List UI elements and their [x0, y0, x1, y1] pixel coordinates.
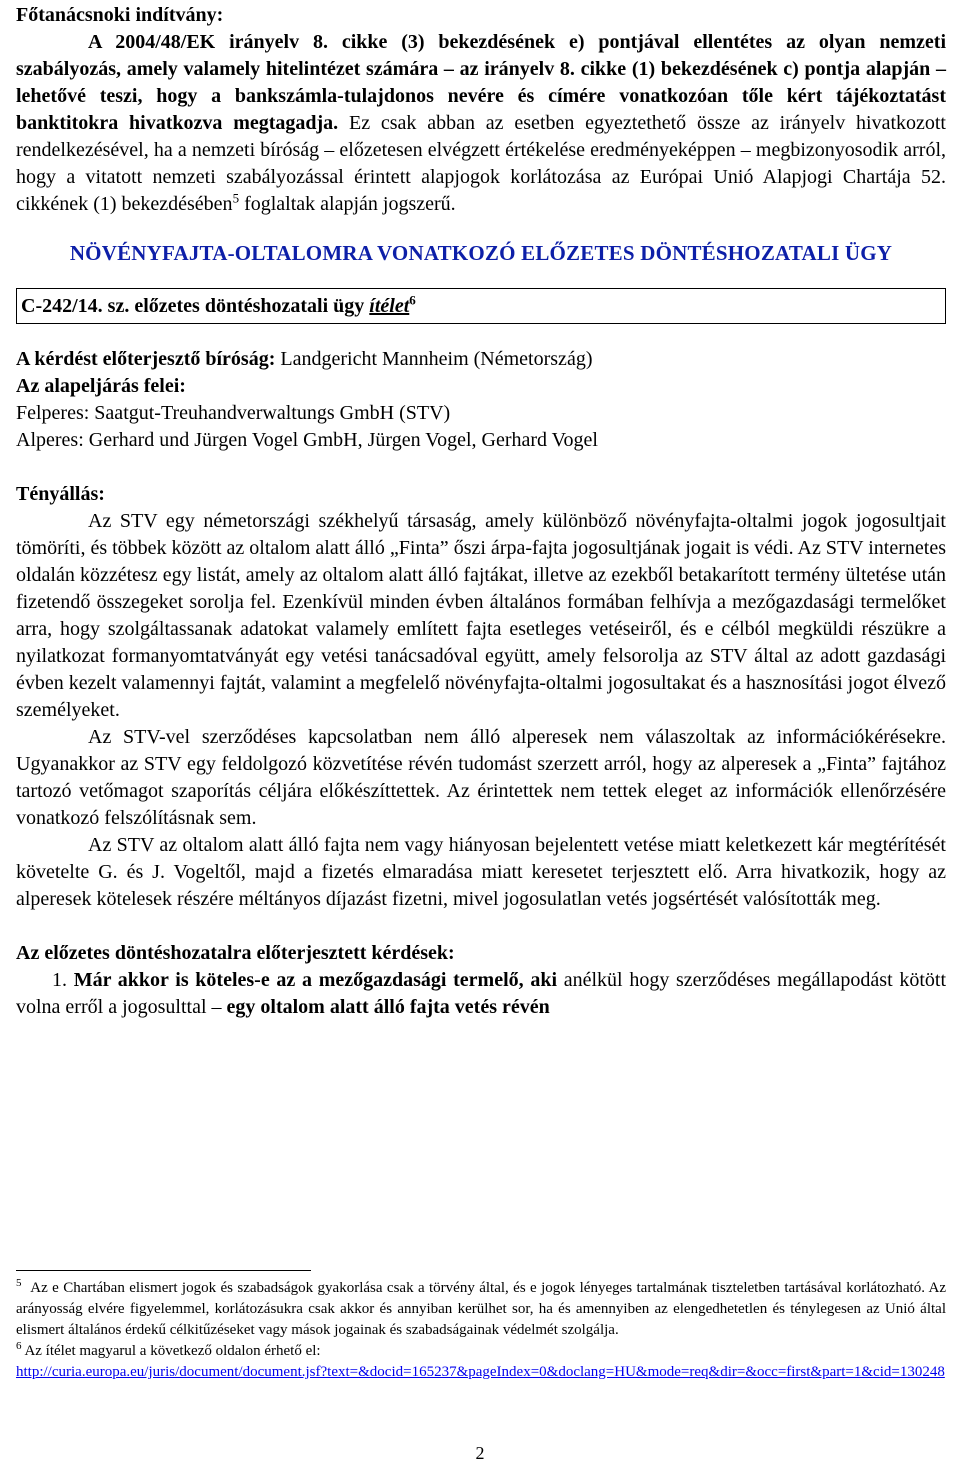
- footnote-ref-6[interactable]: 6: [409, 292, 416, 308]
- advocate-general-label: Főtanácsnoki indítvány:: [16, 4, 224, 26]
- section-title: NÖVÉNYFAJTA-OLTALOMRA VONATKOZÓ ELŐZETES DÖNTÉSHOZATALI ÜGY: [69, 241, 893, 265]
- footnote-6-text: Az ítélet magyarul a következő oldalon érhető el:: [24, 1343, 321, 1359]
- footnote-5: [16, 1278, 946, 1341]
- question-1-bold-start: Már akkor is köteles-e az a mezőgazdasági termelő, aki: [73, 969, 558, 991]
- facts-paragraph-1: Az STV egy németországi székhelyű társaság, amely különböző növényfajta-oltalmi jogok jogosultjait tömöríti, és többek között az oltalom alatt álló „Finta” őszi árpa-fajta jogosultjának jogait is védi. Az STV internetes oldalán közzétesz egy listát, amely az oltalom alatt álló fajtákat, illetve az ezekből betakarított termény ültetése után fizetendő összegeket sorolja fel. Ezenkívül minden évben általános formában felhívja a mezőgazdasági termelőket arra, hogy szolgáltassanak adatokat valamely említett fajta esetleges vetéseiről, és e célból megküldi részükre a nyilatkozat formanyomtatványát egy vetési tanácsadóval együtt, amely felsorolja az STV által az adott gazdasági évben kezelt valamennyi fajtát, valamint a megfelelő növényfajta-oltalmi jogosultakat és a hasznosítási jogot élvező személyeket.: [16, 510, 946, 721]
- question-1-plain: anélkül hogy szerződéses megállapodást kötött volna erről a jogosulttal –: [16, 969, 947, 1018]
- question-1: [16, 967, 946, 1021]
- page-number: 2: [475, 1443, 485, 1463]
- facts-label: Tényállás:: [16, 483, 105, 505]
- footnotes: [16, 1278, 946, 1383]
- document-page: [16, 0, 946, 1021]
- facts-paragraph-3: Az STV az oltalom alatt álló fajta nem vagy hiányosan bejelentett vetése miatt keletkezett kár megtérítését követelte G. és J. Vogeltől, majd a fizetés elmaradása miatt keresetet terjesztett elő. Arra hivatkozik, hogy az alperesek kötelesek részére méltányos díjazást fizetni, mivel jogosulatlan vetés jogsértését valósították meg.: [16, 834, 946, 910]
- referring-court-label: A kérdést előterjesztő bíróság:: [16, 348, 276, 370]
- facts-paragraph-2: Az STV-vel szerződéses kapcsolatban nem álló alperesek nem válaszoltak az információkérésekre. Ugyanakkor az STV egy feldolgozó közvetítése révén tudomást szerzett arról, hogy az alperesek a „Finta” fajtához tartozó vetőmagot szaporítás céljára előkészíttettek. Az érintettek nem tettek eleget az információk ellenőrzésére vonatkozó felszólításnak sem.: [16, 726, 946, 829]
- judgment-link[interactable]: http://curia.europa.eu/juris/document/document.jsf?text=&docid=165237&pageIndex=0&doclang=HU&mode=req&dir=&occ=first&part=1&cid=130248: [16, 1364, 945, 1380]
- defendant: Alperes: Gerhard und Jürgen Vogel GmbH, Jürgen Vogel, Gerhard Vogel: [16, 429, 598, 451]
- questions-label: Az előzetes döntéshozatalra előterjesztett kérdések:: [16, 942, 455, 964]
- case-number-box: [16, 288, 946, 324]
- opinion-ending-text: foglaltak alapján jogszerű.: [239, 193, 456, 215]
- footnote-5-number: 5: [16, 1277, 22, 1289]
- plaintiff: Felperes: Saatgut-Treuhandverwaltungs GmbH (STV): [16, 402, 451, 424]
- parties-label: Az alapeljárás felei:: [16, 375, 186, 397]
- opinion-plain-text: Ez csak abban az esetben egyeztethető össze az irányelv hivatkozott rendelkezésével, ha a nemzeti bíróság – előzetesen elvégzett értékelése eredményeképpen – megbizonyosodik arról, hogy a vitatott nemzeti szabályozással érintett alapjogok korlátozása az Európai Unió Alapjogi Chartája 52. cikkének (1) bekezdésében: [16, 112, 946, 215]
- footnote-6: [16, 1341, 946, 1362]
- referring-court: [16, 346, 946, 373]
- referring-court-value: Landgericht Mannheim (Németország): [275, 348, 593, 370]
- question-1-number: 1.: [52, 969, 67, 991]
- footnote-5-text: Az e Chartában elismert jogok és szabadságok gyakorlása csak a törvény által, és e jogok lényeges tartalmának tiszteletben tartásával korlátozható. Az arányosság elvére figyelemmel, korlátozásukra csak akkor és annyiban kerülhet sor, ha és amennyiben az elengedhetetlen és ténylegesen az Unió által elismert általános érdekű célkitűzéseket vagy mások jogainak és szabadságainak védelmét szolgálja.: [16, 1280, 947, 1338]
- footnote-separator: [16, 1270, 311, 1271]
- footnote-ref-5[interactable]: 5: [232, 190, 240, 206]
- case-number: C-242/14. sz. előzetes döntéshozatali ügy: [21, 295, 370, 317]
- question-1-bold-end: egy oltalom alatt álló fajta vetés révén: [226, 996, 550, 1018]
- opinion-bold-text: A 2004/48/EK irányelv 8. cikke (3) bekezdésének e) pontjával ellentétes az olyan nemzeti szabályozás, amely valamely hitelintézet számára – az irányelv 8. cikke (1) bekezdésének c) pontja alapján – lehetővé teszi, hogy a bankszámla-tulajdonos nevére és címére vonatkozóan tőle kért tájékoztatást banktitokra hivatkozva megtagadja.: [16, 31, 946, 134]
- judgment-label: ítélet: [369, 295, 410, 317]
- footnote-6-number: 6: [16, 1340, 22, 1352]
- advocate-general-opinion: [16, 29, 946, 218]
